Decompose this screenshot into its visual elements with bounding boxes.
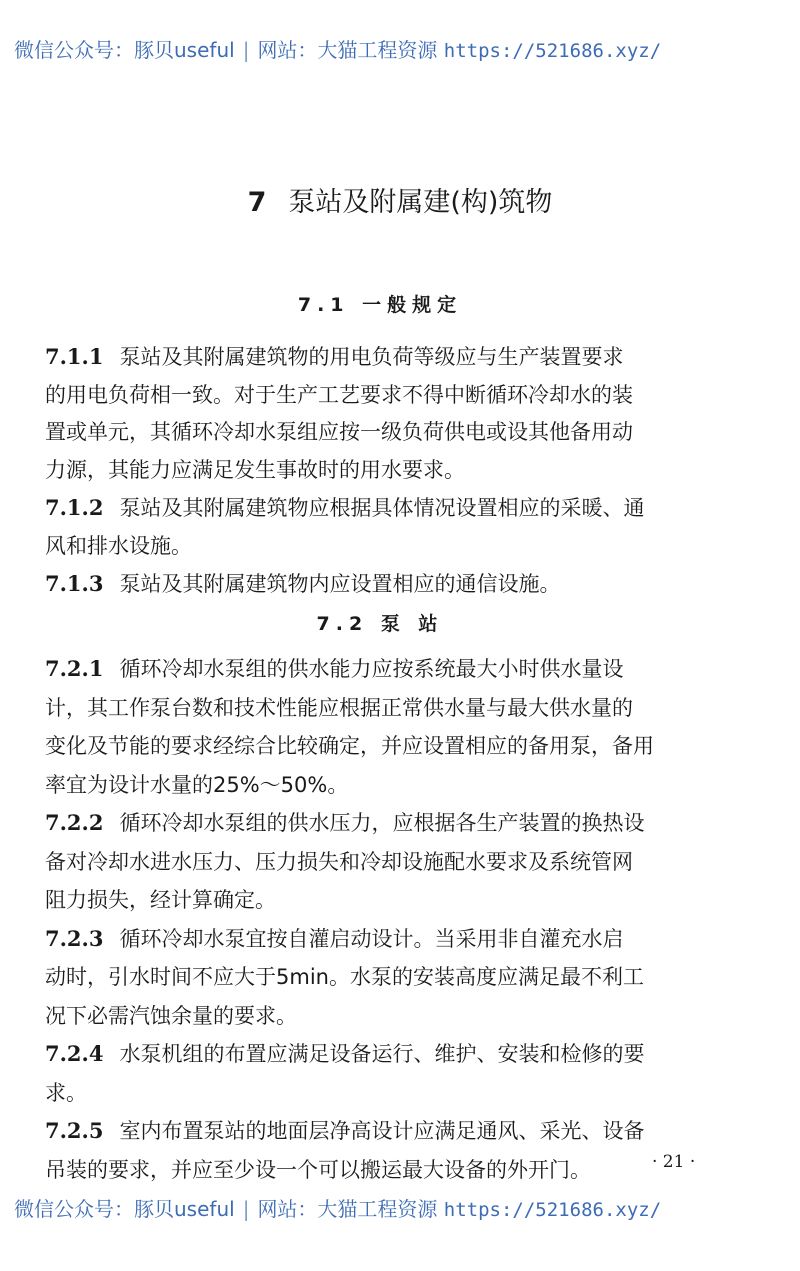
clause-line: [45, 804, 705, 843]
clause-line: [45, 452, 705, 490]
clause-line: [45, 565, 705, 604]
clause-text: 的用电负荷相一致。对于生产工艺要求不得中断循环冷却水的装: [45, 382, 633, 407]
clause-text: 备对冷却水进水压力、压力损失和冷却设施配水要求及系统管网: [45, 849, 633, 874]
clause-line: [45, 920, 705, 959]
clause-line: [45, 766, 705, 805]
watermark-url[interactable]: https://521686.xyz/: [443, 40, 662, 62]
clause-line: [45, 650, 705, 689]
clause-line: [45, 1035, 705, 1074]
watermark-top: [14, 34, 661, 63]
chapter-number: 7: [247, 187, 267, 218]
clause-line: [45, 489, 705, 528]
clause-text: 变化及节能的要求经综合比较确定，并应设置相应的备用泵，备用: [45, 734, 654, 758]
clause-line: [45, 338, 705, 377]
clause-number: 7.1.1: [45, 344, 104, 369]
clause-number: 7.1.3: [45, 571, 104, 596]
watermark-site: 网站：大猫工程资源: [257, 38, 438, 62]
clause-text: 计，其工作泵台数和技术性能应根据正常供水量与最大供水量的: [45, 695, 633, 720]
clause-text: 阻力损失，经计算确定。: [45, 888, 276, 912]
clause-text: 室内布置泵站的地面层净高设计应满足通风、采光、设备: [119, 1119, 645, 1143]
clause-text: 风和排水设施。: [45, 533, 192, 558]
clause-line: [45, 843, 705, 882]
clause-text: 率宜为设计水量的25%～50%。: [45, 772, 349, 797]
chapter-title-text: 泵站及附属建(构)筑物: [288, 187, 553, 218]
clause-number: 7.1.2: [45, 495, 104, 520]
clause-number: 7.2.1: [45, 656, 104, 681]
watermark-account: 微信公众号：豚贝useful: [14, 1197, 235, 1221]
clause-text: 循环冷却水泵组的供水压力，应根据各生产装置的换热设: [119, 811, 645, 835]
clause-line: [45, 958, 705, 997]
clause-line: [45, 377, 705, 415]
clause-text: 力源，其能力应满足发生事故时的用水要求。: [45, 457, 465, 482]
watermark-bottom: [14, 1193, 661, 1222]
section-7-2-body: [45, 650, 705, 1189]
clause-text: 动时，引水时间不应大于5min。水泵的安装高度应满足最不利工: [45, 965, 644, 989]
clause-line: [45, 997, 705, 1036]
watermark-separator: |: [242, 38, 250, 62]
clause-number: 7.2.5: [45, 1118, 104, 1143]
clause-line: [45, 1074, 705, 1113]
clause-number: 7.2.4: [45, 1041, 104, 1066]
page-number: · 21 ·: [652, 1152, 696, 1172]
clause-number: 7.2.2: [45, 810, 104, 835]
clause-text: 循环冷却水泵组的供水能力应按系统最大小时供水量设: [119, 657, 624, 681]
section-heading-7-2: 7.2 泵 站: [316, 613, 444, 635]
clause-text: 求。: [45, 1080, 87, 1105]
clause-line: [45, 414, 705, 452]
clause-text: 况下必需汽蚀余量的要求。: [45, 1003, 297, 1028]
watermark-separator: |: [242, 1197, 250, 1221]
clause-number: 7.2.3: [45, 925, 104, 951]
clause-text: 循环冷却水泵宜按自灌启动设计。当采用非自灌充水启: [119, 926, 624, 951]
watermark-url[interactable]: https://521686.xyz/: [443, 1199, 662, 1221]
chapter-title: [0, 180, 800, 219]
clause-line: [45, 528, 705, 566]
clause-line: [45, 1112, 705, 1151]
section-heading-7-1: 7.1 一般规定: [297, 294, 463, 316]
clause-text: 泵站及其附属建筑物应根据具体情况设置相应的采暖、通: [119, 496, 645, 520]
clause-line: [45, 881, 705, 920]
clause-line: [45, 1151, 705, 1190]
watermark-account: 微信公众号：豚贝useful: [14, 38, 235, 62]
clause-text: 水泵机组的布置应满足设备运行、维护、安装和检修的要: [119, 1042, 645, 1066]
clause-text: 吊装的要求，并应至少设一个可以搬运最大设备的外开门。: [45, 1157, 591, 1182]
clause-text: 泵站及其附属建筑物内应设置相应的通信设施。: [119, 572, 561, 596]
section-7-1-body: [45, 338, 705, 604]
clause-line: [45, 689, 705, 728]
watermark-site: 网站：大猫工程资源: [257, 1197, 438, 1221]
clause-text: 泵站及其附属建筑物的用电负荷等级应与生产装置要求: [119, 345, 624, 369]
clause-line: [45, 727, 705, 766]
clause-text: 置或单元，其循环冷却水泵组应按一级负荷供电或设其他备用动: [45, 420, 633, 444]
